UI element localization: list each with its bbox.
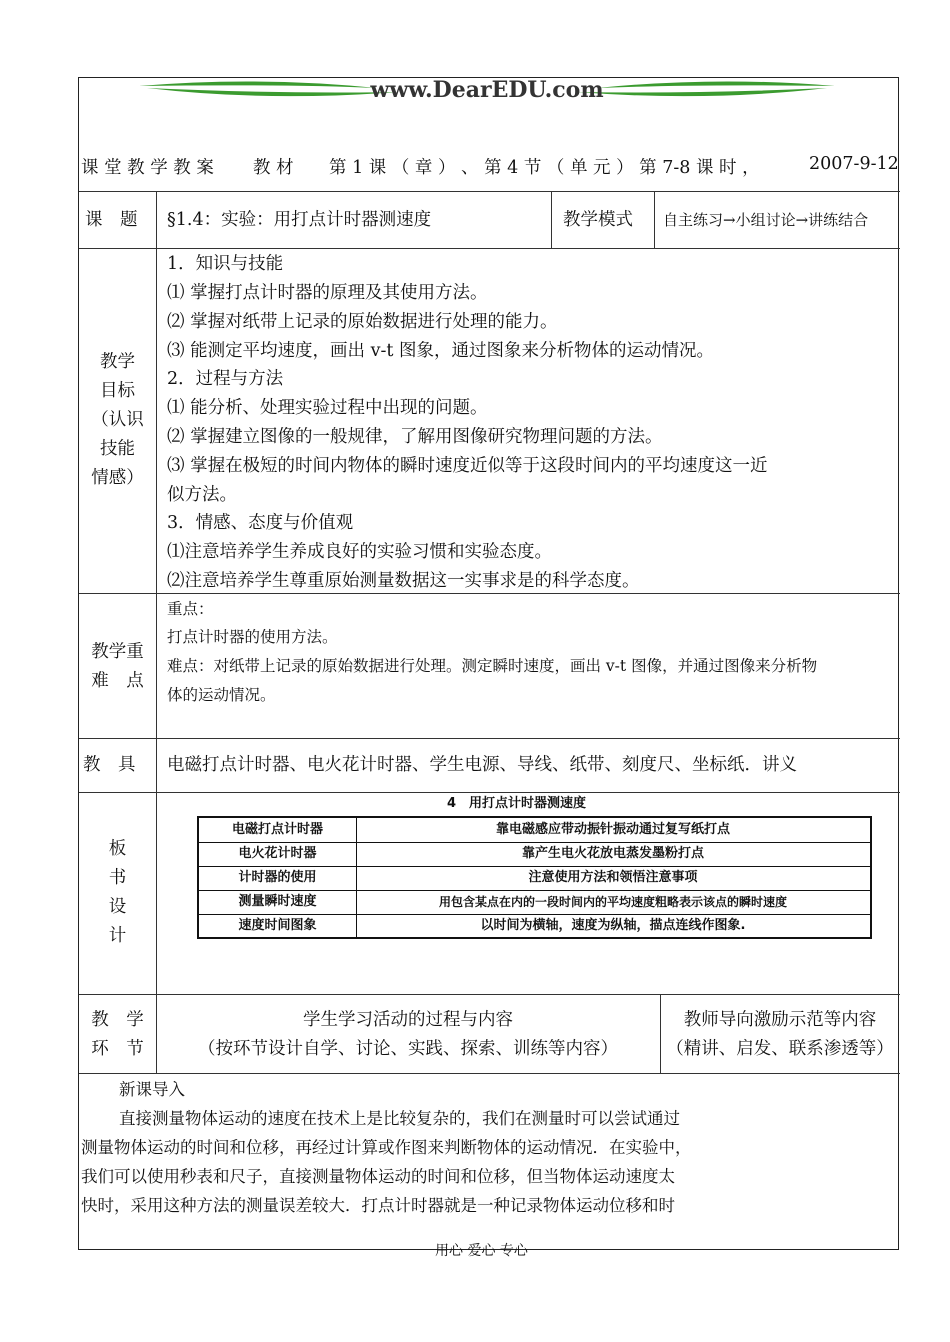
objective-line: ⑶ 掌握在极短的时间内物体的瞬时速度近似等于这段时间内的平均速度这一近 bbox=[167, 456, 768, 476]
header-lesson: 第 1 课 （ 章 ） 、 第 4 节 （ 单 元 ） 第 7-8 课 时 ， bbox=[329, 158, 760, 178]
site-banner bbox=[137, 78, 837, 108]
banner-text: www.DearEDU.com bbox=[370, 78, 604, 103]
process-label: 教 学 环 节 bbox=[91, 1010, 144, 1059]
mode-label: 教学模式 bbox=[563, 210, 633, 230]
body-line: 直接测量物体运动的速度在技术上是比较复杂的，我们在测量时可以尝试通过 bbox=[119, 1109, 680, 1128]
mode-value: 自主练习→小组讨论→讲练结合 bbox=[663, 211, 869, 229]
topic-label: 课 题 bbox=[85, 210, 138, 230]
topic-value: §1.4：实验：用打点计时器测速度 bbox=[167, 210, 432, 230]
tools-label: 教 具 bbox=[83, 755, 136, 775]
board-label: 板 书 设 计 bbox=[108, 839, 127, 946]
header-material: 教 材 bbox=[253, 158, 294, 178]
board-row: 速度时间图象 以时间为横轴，速度为纵轴，描点连线作图象. bbox=[238, 918, 746, 933]
keypoint-line: 体的运动情况。 bbox=[167, 686, 276, 704]
keypoint-line: 打点计时器的使用方法。 bbox=[167, 628, 338, 646]
page-footer: 用心 爱心 专心 bbox=[435, 1243, 528, 1259]
banner-right-swoosh bbox=[597, 81, 835, 88]
keypoint-line: 重点： bbox=[167, 600, 214, 618]
board-row: 电火花计时器 靠产生电火花放电蒸发墨粉打点 bbox=[238, 846, 704, 861]
body-line: 快时，采用这种方法的测量误差较大．打点计时器就是一种记录物体运动位移和时 bbox=[81, 1196, 675, 1215]
body-line: 新课导入 bbox=[119, 1080, 185, 1099]
objective-line: ⑶ 能测定平均速度，画出 v-t 图象，通过图象来分析物体的运动情况。 bbox=[167, 341, 715, 361]
objective-line: 似方法。 bbox=[167, 485, 237, 505]
objectives-label: 教学 目标 （认识 技能 情感） bbox=[91, 352, 144, 488]
objective-line: 1．知识与技能 bbox=[167, 254, 284, 274]
objective-line: 3．情感、态度与价值观 bbox=[167, 513, 354, 533]
objective-line: ⑵注意培养学生尊重原始测量数据这一实事求是的科学态度。 bbox=[167, 571, 640, 591]
board-row: 计时器的使用 注意使用方法和领悟注意事项 bbox=[238, 870, 698, 885]
objective-line: ⑵ 掌握建立图像的一般规律，了解用图像研究物理问题的方法。 bbox=[167, 427, 663, 447]
objective-line: ⑴ 掌握打点计时器的原理及其使用方法。 bbox=[167, 283, 488, 303]
header-date: 2007-9-12 bbox=[809, 154, 899, 174]
objective-line: 2．过程与方法 bbox=[167, 369, 284, 389]
objective-line: ⑵ 掌握对纸带上记录的原始数据进行处理的能力。 bbox=[167, 312, 558, 332]
board-row: 测量瞬时速度 用包含某点在内的一段时间内的平均速度粗略表示该点的瞬时速度 bbox=[238, 894, 787, 909]
body-line: 我们可以使用秒表和尺子，直接测量物体运动的时间和位移，但当物体运动速度太 bbox=[81, 1167, 675, 1186]
body-line: 测量物体运动的时间和位移，再经过计算或作图来判断物体的运动情况．在实验中， bbox=[81, 1138, 692, 1157]
keypoint-line: 难点：对纸带上记录的原始数据进行处理。测定瞬时速度，画出 v-t 图像，并通过图像来分析物 bbox=[167, 657, 818, 675]
lesson-plan-page bbox=[78, 77, 899, 1259]
board-title: 4 用打点计时器测速度 bbox=[447, 796, 587, 811]
student-activity-header: 学生学习活动的过程与内容 （按环节设计自学、讨论、实践、探索、训练等内容） bbox=[198, 1010, 618, 1059]
objective-line: ⑴注意培养学生养成良好的实验习惯和实验态度。 bbox=[167, 542, 552, 562]
keypoints-label: 教学重 难 点 bbox=[91, 642, 144, 691]
header-title: 课 堂 教 学 教 案 bbox=[81, 158, 214, 178]
teacher-guidance-header: 教师导向激励示范等内容 （精讲、启发、联系渗透等） bbox=[666, 1010, 894, 1059]
board-row: 电磁打点计时器 靠电磁感应带动振针振动通过复写纸打点 bbox=[231, 822, 730, 837]
board-table bbox=[197, 816, 872, 939]
objective-line: ⑴ 能分析、处理实验过程中出现的问题。 bbox=[167, 398, 488, 418]
tools-value: 电磁打点计时器、电火花计时器、学生电源、导线、纸带、刻度尺、坐标纸．讲义 bbox=[167, 755, 797, 775]
banner-left-swoosh bbox=[139, 81, 377, 88]
